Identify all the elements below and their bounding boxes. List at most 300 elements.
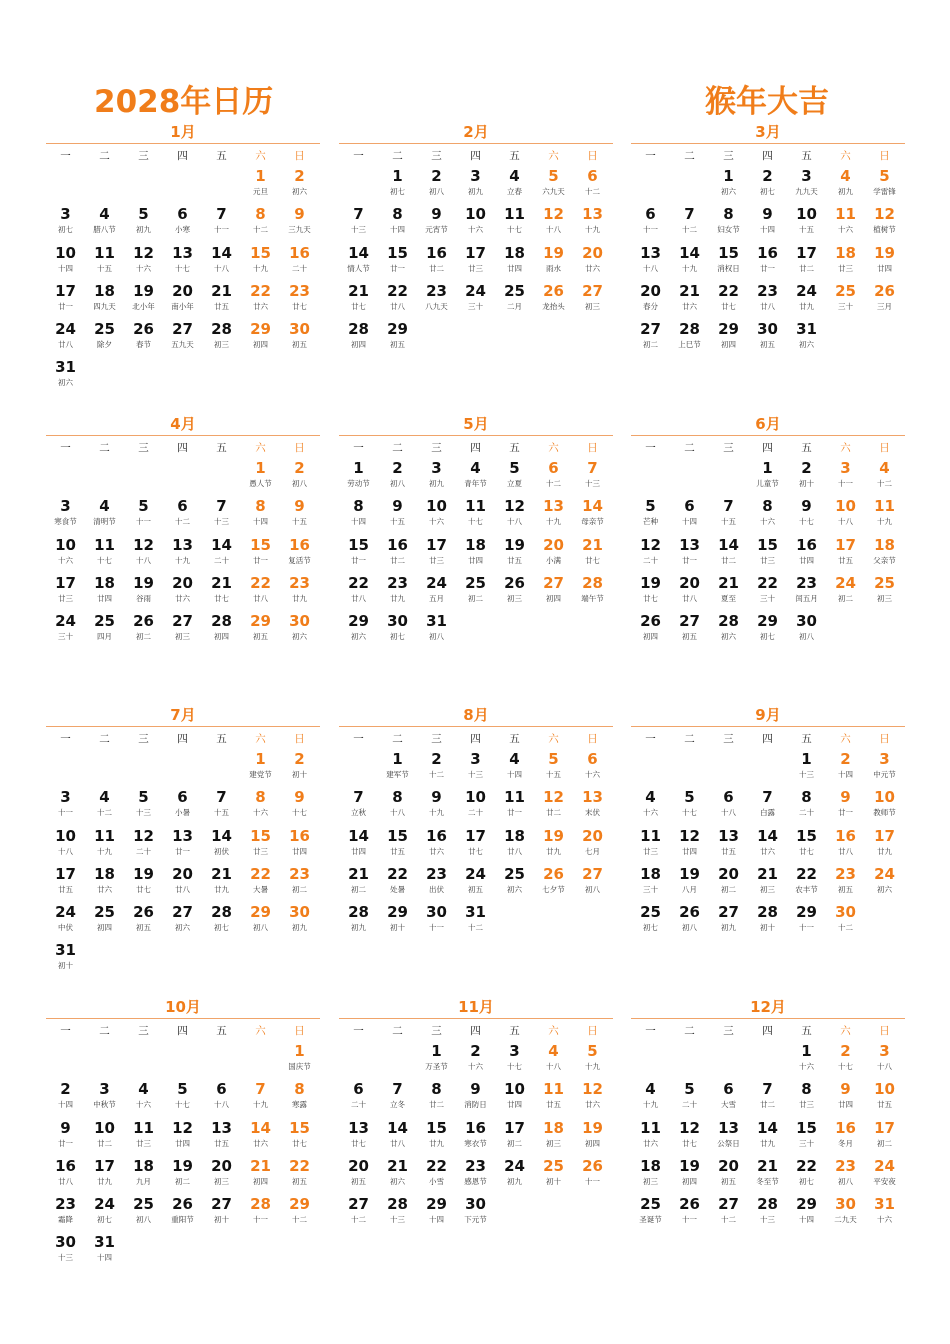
day-cell — [378, 788, 417, 826]
day-number: 17 — [465, 243, 486, 262]
day-cell — [709, 1119, 748, 1157]
day-number: 3 — [509, 1042, 520, 1060]
day-cell — [573, 750, 612, 788]
day-cell — [417, 244, 456, 282]
month-name: 7月 — [170, 706, 196, 724]
day-number: 19 — [133, 864, 154, 883]
weekday-label: 四 — [177, 733, 188, 745]
day-number: 3 — [470, 167, 481, 185]
day-number: 20 — [543, 535, 564, 554]
day-number: 13 — [172, 535, 193, 554]
day-number: 26 — [640, 612, 661, 631]
lunar-label: 廿四 — [351, 846, 366, 856]
day-cell — [534, 536, 573, 574]
day-number: 23 — [835, 864, 856, 883]
lunar-label: 十六 — [429, 517, 444, 527]
day-cell — [865, 459, 904, 497]
lunar-label: 初三 — [585, 301, 600, 311]
weekday-label: 五 — [509, 733, 520, 745]
day-number: 8 — [723, 205, 734, 224]
weekday-header — [631, 1024, 905, 1038]
day-cell — [456, 903, 495, 941]
lunar-label: 二十 — [799, 808, 814, 818]
day-cell — [280, 1080, 319, 1118]
day-cell — [826, 1157, 865, 1195]
day-cell — [163, 827, 202, 865]
weekday-label: 一 — [60, 1025, 71, 1037]
lunar-label: 廿九 — [799, 301, 814, 311]
day-number: 1 — [723, 167, 734, 185]
day-cell — [573, 536, 612, 574]
day-number: 24 — [874, 1156, 895, 1175]
lunar-label: 十八 — [136, 555, 151, 565]
weekday-label: 五 — [509, 150, 520, 162]
lunar-label: 儿童节 — [756, 479, 779, 488]
lunar-label: 南小年 — [171, 301, 194, 311]
lunar-label: 初十 — [58, 961, 73, 971]
day-cell — [709, 574, 748, 612]
lunar-label: 五九天 — [171, 340, 194, 350]
day-number: 24 — [465, 281, 486, 300]
lunar-label: 十八 — [58, 846, 73, 856]
day-number: 24 — [55, 320, 76, 339]
lunar-label: 初六 — [507, 884, 522, 894]
day-number: 28 — [250, 1195, 271, 1214]
day-number: 3 — [470, 750, 481, 768]
day-number: 24 — [504, 1156, 525, 1175]
day-number: 22 — [250, 864, 271, 883]
day-cell — [709, 282, 748, 320]
day-number: 25 — [543, 1156, 564, 1175]
day-cell — [202, 1195, 241, 1233]
day-cell — [280, 865, 319, 903]
day-cell — [378, 497, 417, 535]
lunar-label: 十八 — [546, 225, 561, 235]
lunar-label: 感恩节 — [464, 1176, 487, 1186]
day-cell — [241, 1157, 280, 1195]
lunar-label: 初二 — [468, 593, 483, 603]
day-number: 11 — [874, 497, 895, 516]
lunar-label: 十六 — [643, 808, 658, 818]
lunar-label: 十六 — [799, 1062, 814, 1071]
lunar-label: 廿八 — [351, 593, 366, 603]
day-cell — [787, 1042, 826, 1080]
lunar-label: 父亲节 — [873, 555, 896, 565]
lunar-label: 十八 — [390, 808, 405, 818]
lunar-label: 十八 — [214, 1100, 229, 1110]
day-number: 7 — [762, 788, 773, 807]
lunar-label: 初二 — [351, 884, 366, 894]
lunar-label: 初五 — [468, 884, 483, 894]
day-number: 22 — [757, 573, 778, 592]
day-number: 19 — [582, 1118, 603, 1137]
lunar-label: 十四 — [97, 1253, 112, 1263]
day-number: 2 — [294, 167, 305, 185]
day-cell — [378, 827, 417, 865]
day-cell — [456, 788, 495, 826]
day-cell — [280, 574, 319, 612]
day-cell — [456, 750, 495, 788]
day-number: 9 — [801, 497, 812, 516]
lunar-label: 教师节 — [873, 808, 896, 818]
day-number: 11 — [94, 535, 115, 554]
lunar-label: 初七 — [97, 1215, 112, 1225]
lunar-label: 十八 — [507, 517, 522, 527]
lunar-label: 廿六 — [682, 301, 697, 311]
lunar-label: 廿九 — [97, 1176, 112, 1186]
lunar-label: 初十 — [292, 770, 307, 779]
day-number: 15 — [796, 826, 817, 845]
day-cell — [46, 497, 85, 535]
day-number: 9 — [294, 788, 305, 807]
day-number: 15 — [289, 1118, 310, 1137]
day-number: 20 — [679, 573, 700, 592]
day-cell — [748, 459, 787, 497]
day-number: 7 — [353, 205, 364, 224]
day-grid — [46, 459, 320, 650]
lunar-label: 情人节 — [347, 263, 370, 273]
day-cell — [573, 865, 612, 903]
day-cell — [85, 244, 124, 282]
day-number: 18 — [640, 864, 661, 883]
lunar-label: 十八 — [721, 808, 736, 818]
lunar-label: 初二 — [507, 1138, 522, 1148]
lunar-label: 十七 — [175, 263, 190, 273]
day-number: 30 — [835, 903, 856, 922]
day-cell — [670, 1119, 709, 1157]
day-grid — [631, 167, 905, 358]
day-number: 3 — [60, 788, 71, 807]
lunar-label: 初二 — [175, 1176, 190, 1186]
day-number: 8 — [431, 1080, 442, 1099]
day-grid — [631, 459, 905, 650]
day-cell — [826, 827, 865, 865]
month-divider — [631, 435, 905, 436]
lunar-label: 廿九 — [214, 884, 229, 894]
day-number: 29 — [757, 612, 778, 631]
lunar-label: 初五 — [390, 340, 405, 350]
day-number: 4 — [645, 788, 656, 807]
day-cell — [534, 1157, 573, 1195]
lunar-label: 十二 — [468, 923, 483, 933]
day-cell — [534, 497, 573, 535]
day-cell — [709, 320, 748, 358]
day-cell — [748, 1080, 787, 1118]
day-cell — [46, 1157, 85, 1195]
day-cell — [280, 244, 319, 282]
day-cell — [339, 459, 378, 497]
lunar-label: 万圣节 — [425, 1062, 448, 1071]
day-number: 20 — [211, 1156, 232, 1175]
lunar-label: 初九 — [429, 479, 444, 488]
empty-cell — [631, 750, 670, 788]
lunar-label: 小暑 — [175, 808, 190, 818]
lunar-label: 春节 — [136, 340, 151, 350]
day-number: 29 — [289, 1195, 310, 1214]
day-number: 19 — [543, 243, 564, 262]
weekday-header — [339, 149, 613, 163]
lunar-label: 廿四 — [175, 1138, 190, 1148]
day-cell — [534, 282, 573, 320]
day-number: 30 — [387, 612, 408, 631]
day-number: 8 — [294, 1080, 305, 1099]
lunar-label: 中伏 — [58, 923, 73, 933]
weekday-label: 日 — [879, 1025, 890, 1037]
day-cell — [826, 536, 865, 574]
lunar-label: 二十 — [468, 808, 483, 818]
weekday-label: 日 — [294, 733, 305, 745]
lunar-label: 廿九 — [429, 1138, 444, 1148]
day-cell — [280, 827, 319, 865]
weekday-label: 五 — [801, 442, 812, 454]
day-number: 20 — [582, 826, 603, 845]
lunar-label: 公祭日 — [717, 1138, 740, 1148]
lunar-label: 十四 — [429, 1215, 444, 1225]
lunar-label: 初七 — [799, 1176, 814, 1186]
day-number: 10 — [465, 205, 486, 224]
day-cell — [456, 1195, 495, 1233]
day-cell — [495, 282, 534, 320]
day-cell — [748, 320, 787, 358]
day-cell — [163, 282, 202, 320]
month-block — [631, 414, 905, 650]
day-number: 14 — [679, 243, 700, 262]
day-number: 1 — [392, 750, 403, 768]
day-number: 28 — [718, 612, 739, 631]
day-cell — [670, 612, 709, 650]
day-cell — [826, 167, 865, 205]
weekday-label: 二 — [684, 1025, 695, 1037]
weekday-label: 四 — [762, 150, 773, 162]
month-block — [631, 997, 905, 1233]
day-grid — [339, 1042, 613, 1233]
weekday-label: 日 — [294, 150, 305, 162]
day-cell — [631, 612, 670, 650]
day-number: 13 — [582, 205, 603, 224]
weekday-label: 一 — [645, 1025, 656, 1037]
lunar-label: 北小年 — [132, 301, 155, 311]
empty-cell — [631, 459, 670, 497]
day-number: 28 — [211, 903, 232, 922]
weekday-label: 五 — [509, 1025, 520, 1037]
day-cell — [573, 1119, 612, 1157]
lunar-label: 立秋 — [351, 808, 366, 818]
day-number: 21 — [757, 864, 778, 883]
lunar-label: 廿二 — [390, 555, 405, 565]
lunar-label: 廿九 — [390, 593, 405, 603]
day-number: 6 — [587, 167, 598, 185]
day-number: 8 — [392, 788, 403, 807]
day-number: 7 — [684, 205, 695, 224]
day-cell — [787, 167, 826, 205]
day-cell — [787, 788, 826, 826]
month-name: 1月 — [170, 123, 196, 141]
empty-cell — [339, 167, 378, 205]
day-number: 9 — [431, 788, 442, 807]
lunar-label: 二十 — [292, 263, 307, 273]
lunar-label: 初五 — [721, 1176, 736, 1186]
day-cell — [378, 536, 417, 574]
day-number: 27 — [718, 903, 739, 922]
empty-cell — [46, 167, 85, 205]
day-number: 12 — [133, 535, 154, 554]
empty-cell — [163, 167, 202, 205]
day-cell — [46, 1119, 85, 1157]
day-number: 20 — [582, 243, 603, 262]
day-number: 8 — [255, 205, 266, 224]
day-number: 6 — [587, 750, 598, 768]
lunar-label: 十二 — [721, 1215, 736, 1225]
day-cell — [670, 1195, 709, 1233]
day-number: 26 — [679, 903, 700, 922]
lunar-label: 廿二 — [799, 263, 814, 273]
day-cell — [241, 750, 280, 788]
weekday-label: 六 — [255, 733, 266, 745]
weekday-label: 二 — [684, 150, 695, 162]
month-block — [46, 414, 320, 650]
lunar-label: 廿一 — [253, 555, 268, 565]
day-cell — [670, 827, 709, 865]
day-number: 4 — [509, 167, 520, 185]
lunar-label: 七夕节 — [542, 884, 565, 894]
day-number: 2 — [431, 167, 442, 185]
day-number: 25 — [874, 573, 895, 592]
day-cell — [670, 1080, 709, 1118]
day-cell — [670, 903, 709, 941]
lunar-label: 廿六 — [585, 263, 600, 273]
day-cell — [826, 244, 865, 282]
month-name: 9月 — [755, 706, 781, 724]
lunar-label: 三九天 — [288, 225, 311, 235]
day-number: 28 — [387, 1195, 408, 1214]
day-number: 7 — [216, 497, 227, 516]
lunar-label: 十六 — [760, 517, 775, 527]
day-number: 31 — [874, 1195, 895, 1214]
day-cell — [163, 612, 202, 650]
day-number: 11 — [543, 1080, 564, 1099]
day-number: 9 — [470, 1080, 481, 1099]
lunar-label: 十二 — [682, 225, 697, 235]
lunar-label: 十四 — [799, 1215, 814, 1225]
day-cell — [495, 244, 534, 282]
lunar-label: 初十 — [546, 1176, 561, 1186]
lunar-label: 廿八 — [58, 1176, 73, 1186]
day-number: 21 — [211, 864, 232, 883]
day-cell — [417, 497, 456, 535]
day-number: 19 — [640, 573, 661, 592]
day-number: 10 — [55, 826, 76, 845]
day-number: 23 — [55, 1195, 76, 1214]
day-number: 19 — [874, 243, 895, 262]
day-number: 10 — [835, 497, 856, 516]
lunar-label: 三十 — [838, 301, 853, 311]
day-number: 2 — [470, 1042, 481, 1060]
lunar-label: 十六 — [468, 1062, 483, 1071]
day-number: 22 — [796, 1156, 817, 1175]
day-cell — [417, 1080, 456, 1118]
lunar-label: 初五 — [253, 632, 268, 642]
lunar-label: 初八 — [390, 479, 405, 488]
lunar-label: 消防日 — [464, 1100, 487, 1110]
lunar-label: 十二 — [97, 808, 112, 818]
day-cell — [339, 244, 378, 282]
empty-cell — [709, 1042, 748, 1080]
weekday-label: 二 — [392, 442, 403, 454]
weekday-label: 一 — [353, 733, 364, 745]
lunar-label: 四月 — [97, 632, 112, 642]
lunar-label: 廿七 — [799, 846, 814, 856]
day-number: 29 — [348, 612, 369, 631]
day-number: 26 — [133, 903, 154, 922]
lunar-label: 农丰节 — [795, 884, 818, 894]
day-cell — [280, 282, 319, 320]
day-number: 16 — [426, 826, 447, 845]
empty-cell — [163, 750, 202, 788]
lunar-label: 廿四 — [292, 846, 307, 856]
day-cell — [124, 205, 163, 243]
day-cell — [631, 865, 670, 903]
day-number: 24 — [55, 612, 76, 631]
lunar-label: 妇女节 — [717, 225, 740, 235]
day-cell — [787, 750, 826, 788]
day-number: 9 — [840, 1080, 851, 1099]
lunar-label: 十四 — [682, 517, 697, 527]
day-number: 20 — [348, 1156, 369, 1175]
day-cell — [378, 205, 417, 243]
weekday-label: 一 — [645, 150, 656, 162]
day-cell — [124, 574, 163, 612]
month-block — [631, 705, 905, 941]
lunar-label: 初八 — [253, 923, 268, 933]
day-cell — [163, 1080, 202, 1118]
lunar-label: 廿二 — [429, 263, 444, 273]
lunar-label: 十九 — [429, 808, 444, 818]
weekday-label: 日 — [294, 1025, 305, 1037]
empty-cell — [85, 1042, 124, 1080]
day-number: 19 — [133, 281, 154, 300]
day-number: 23 — [426, 864, 447, 883]
day-cell — [865, 536, 904, 574]
day-number: 5 — [138, 205, 149, 224]
day-cell — [85, 1080, 124, 1118]
day-cell — [378, 865, 417, 903]
weekday-label: 二 — [684, 442, 695, 454]
lunar-label: 十八 — [838, 517, 853, 527]
day-number: 3 — [879, 1042, 890, 1060]
lunar-label: 廿八 — [682, 593, 697, 603]
day-cell — [631, 1080, 670, 1118]
weekday-label: 一 — [645, 733, 656, 745]
weekday-label: 六 — [548, 150, 559, 162]
day-number: 13 — [172, 826, 193, 845]
lunar-label: 初七 — [214, 923, 229, 933]
day-number: 29 — [426, 1195, 447, 1214]
day-number: 10 — [55, 535, 76, 554]
weekday-label: 四 — [762, 1025, 773, 1037]
lunar-label: 廿七 — [351, 301, 366, 311]
day-number: 18 — [504, 826, 525, 845]
day-cell — [124, 1080, 163, 1118]
empty-cell — [631, 1042, 670, 1080]
day-cell — [241, 827, 280, 865]
weekday-label: 三 — [723, 1025, 734, 1037]
lunar-label: 廿二 — [97, 1138, 112, 1148]
day-number: 27 — [543, 573, 564, 592]
day-cell — [748, 612, 787, 650]
day-cell — [85, 497, 124, 535]
lunar-label: 十六 — [468, 225, 483, 235]
empty-cell — [124, 167, 163, 205]
